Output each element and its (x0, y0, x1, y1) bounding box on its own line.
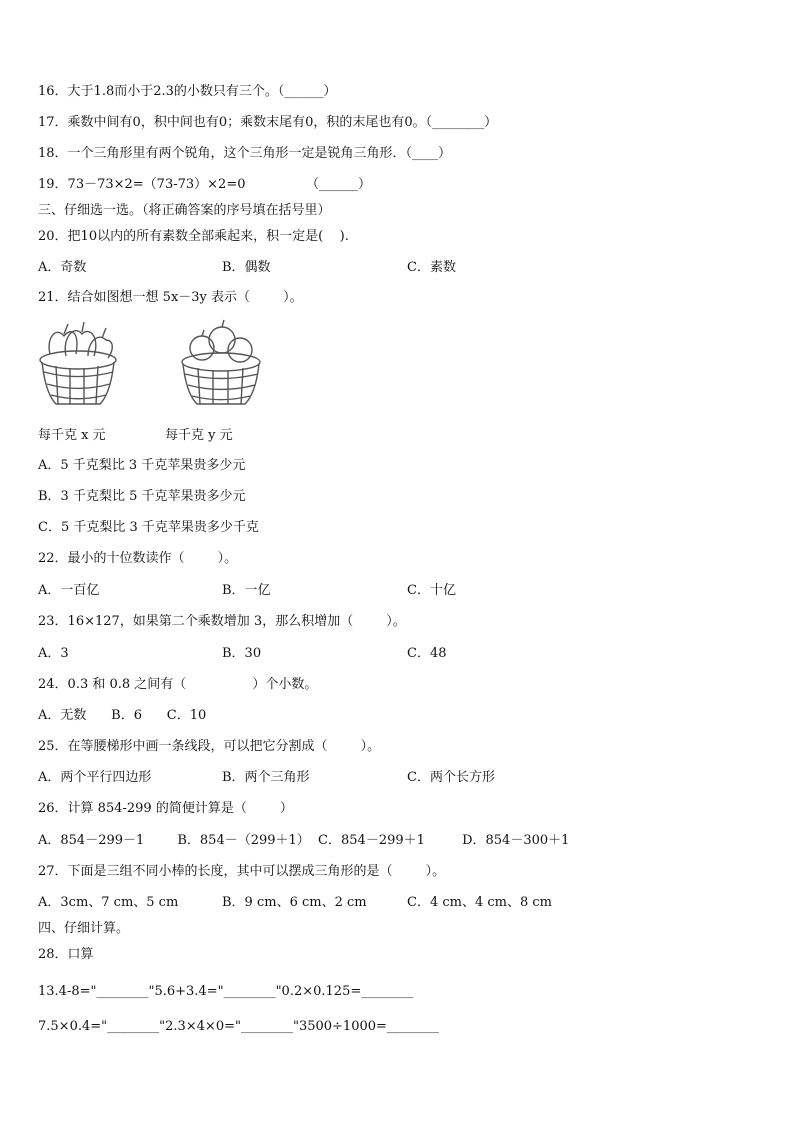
q21-option-c: C．5 千克梨比 3 千克苹果贵多少千克 (38, 520, 259, 535)
q22-option-a: A．一百亿 (38, 583, 100, 598)
q22: 22．最小的十位数读作（ ）。 (38, 551, 238, 566)
q27: 27．下面是三组不同小棒的长度，其中可以摆成三角形的是（ ）。 (38, 864, 446, 879)
q19-blank: （______） (306, 177, 372, 192)
section-3-heading: 三、仔细选一选。（将正确答案的序号填在括号里） (38, 203, 331, 218)
calc-row-2: 7.5×0.4="________"2.3×4×0="________"3500÷1000=________ (38, 1019, 439, 1034)
q25-option-a: A．两个平行四边形 (38, 770, 152, 785)
q23-option-b: B．30 (222, 646, 262, 661)
q27-option-a: A．3cm、7 cm、5 cm (38, 895, 179, 910)
q22-option-c: C．十亿 (407, 583, 456, 598)
q23-option-a: A．3 (38, 646, 69, 661)
q20: 20．把10以内的所有素数全部乘起来，积一定是( ). (38, 229, 349, 244)
q23-option-c: C．48 (407, 646, 447, 661)
q27-option-b: B．9 cm、6 cm、2 cm (222, 895, 367, 910)
apple-basket-icon (178, 318, 264, 410)
section-4-heading: 四、仔细计算。 (38, 921, 130, 936)
q21-option-a: A．5 千克梨比 3 千克苹果贵多少元 (38, 458, 246, 473)
q20-option-b: B．偶数 (222, 260, 271, 275)
q26-options: A．854－299－1 B．854－（299＋1） C．854－299＋1 D．854－300＋1 (38, 833, 570, 848)
pear-basket-icon (36, 316, 120, 410)
q22-option-b: B．一亿 (222, 583, 271, 598)
q20-option-c: C．素数 (407, 260, 456, 275)
q21: 21．结合如图想一想 5x－3y 表示（ ）。 (38, 290, 303, 305)
q19: 19．73－73×2=（73-73）×2=0 (38, 177, 246, 192)
q20-option-a: A．奇数 (38, 260, 87, 275)
q26: 26．计算 854-299 的简便计算是（ ） (38, 801, 293, 816)
q25-option-c: C．两个长方形 (407, 770, 495, 785)
q25-option-b: B．两个三角形 (222, 770, 310, 785)
q18: 18．一个三角形里有两个锐角，这个三角形一定是锐角三角形．（____） (38, 146, 452, 161)
calc-row-1: 13.4-8="________"5.6+3.4="________"0.2×0.125=________ (38, 984, 414, 999)
q21-caption-pear: 每千克 x 元 (38, 428, 106, 443)
q24: 24．0.3 和 0.8 之间有（ ）个小数。 (38, 677, 318, 692)
q17: 17．乘数中间有0，积中间也有0；乘数末尾有0，积的末尾也有0。（________） (38, 115, 498, 130)
q27-option-c: C．4 cm、4 cm、8 cm (407, 895, 552, 910)
q16: 16．大于1.8而小于2.3的小数只有三个。（______） (38, 84, 337, 99)
q28: 28．口算 (38, 947, 94, 962)
q24-options: A．无数 B．6 C．10 (38, 708, 207, 723)
q23: 23．16×127，如果第二个乘数增加 3，那么积增加（ ）。 (38, 614, 406, 629)
q21-caption-apple: 每千克 y 元 (165, 428, 233, 443)
q21-option-b: B．3 千克梨比 5 千克苹果贵多少元 (38, 489, 246, 504)
q25: 25．在等腰梯形中画一条线段，可以把它分割成（ ）。 (38, 739, 381, 754)
